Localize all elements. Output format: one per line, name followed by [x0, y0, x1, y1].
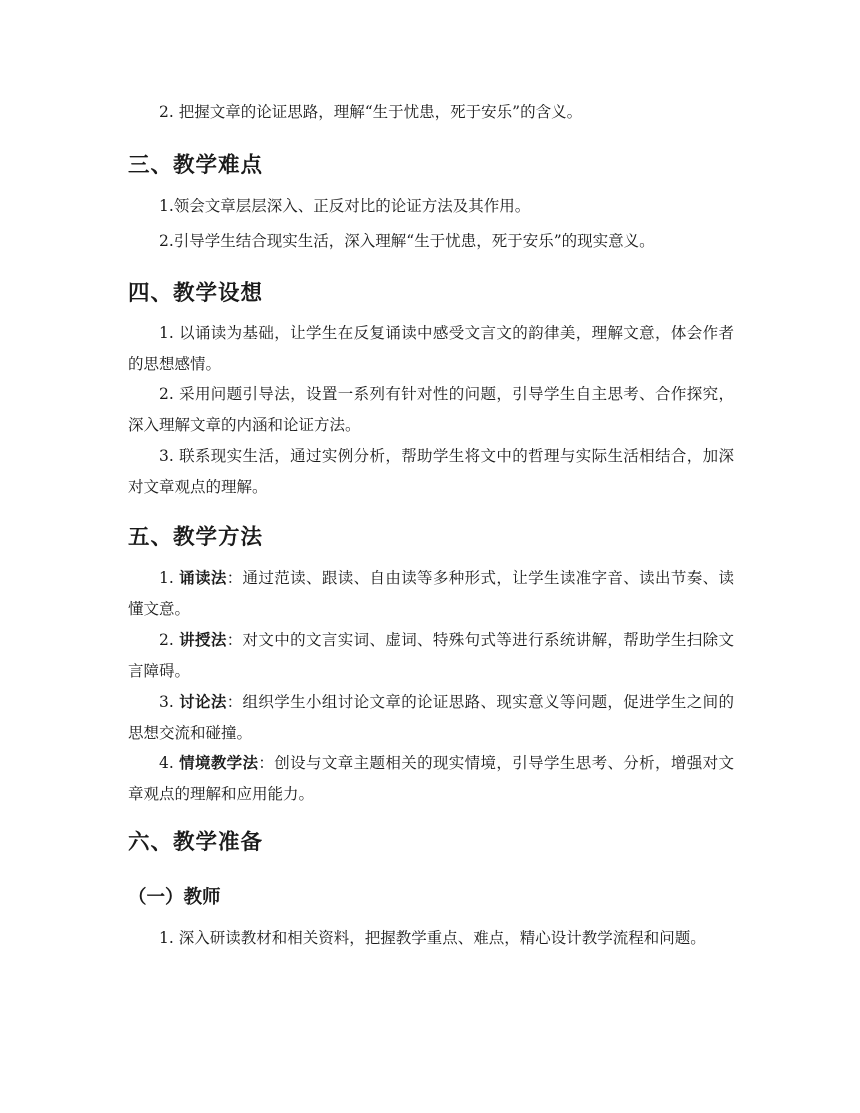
section-heading-methods: 五、教学方法 [128, 525, 264, 550]
concept-item-1: 1. 以诵读为基础，让学生在反复诵读中感受文言文的韵律美，理解文意，体会作者的思想感情。 [128, 324, 734, 373]
section-heading-difficulties: 三、教学难点 [128, 153, 264, 178]
method-term: 诵读法 [179, 568, 227, 587]
method-item-2 [128, 624, 734, 687]
method-number: 1. [159, 569, 180, 587]
method-term: 情境教学法 [179, 753, 259, 772]
difficulty-item-2: 2.引导学生结合现实生活，深入理解“生于忧患，死于安乐”的现实意义。 [159, 232, 655, 250]
method-item-4 [128, 747, 734, 810]
objective-item-2: 2. 把握文章的论证思路，理解“生于忧患，死于安乐”的含义。 [159, 103, 583, 121]
method-number: 3. [159, 693, 180, 711]
teacher-item-1: 1. 深入研读教材和相关资料，把握教学重点、难点，精心设计教学流程和问题。 [159, 929, 706, 947]
method-number: 2. [159, 631, 180, 649]
difficulty-item-1: 1.领会文章层层深入、正反对比的论证方法及其作用。 [159, 197, 531, 215]
method-term: 讨论法 [179, 692, 227, 711]
method-description: ：通过范读、跟读、自由读等多种形式，让学生读准字音、读出节奏、读懂文意。 [128, 569, 734, 618]
method-description: ：创设与文章主题相关的现实情境，引导学生思考、分析，增强对文章观点的理解和应用能力。 [128, 754, 734, 803]
method-item-3 [128, 686, 734, 749]
method-item-1 [128, 562, 734, 625]
concept-item-3: 3. 联系现实生活，通过实例分析，帮助学生将文中的哲理与实际生活相结合，加深对文章观点的理解。 [128, 447, 734, 496]
method-term: 讲授法 [179, 630, 227, 649]
subsection-heading-teacher: （一）教师 [128, 887, 221, 908]
method-description: ：组织学生小组讨论文章的论证思路、现实意义等问题，促进学生之间的思想交流和碰撞。 [128, 693, 734, 742]
method-number: 4. [159, 754, 180, 772]
concept-item-2: 2. 采用问题引导法，设置一系列有针对性的问题，引导学生自主思考、合作探究，深入理解文章的内涵和论证方法。 [128, 385, 734, 434]
method-description: ：对文中的文言实词、虚词、特殊句式等进行系统讲解，帮助学生扫除文言障碍。 [128, 631, 734, 680]
section-heading-concept: 四、教学设想 [128, 281, 264, 306]
section-heading-preparation: 六、教学准备 [128, 830, 264, 855]
